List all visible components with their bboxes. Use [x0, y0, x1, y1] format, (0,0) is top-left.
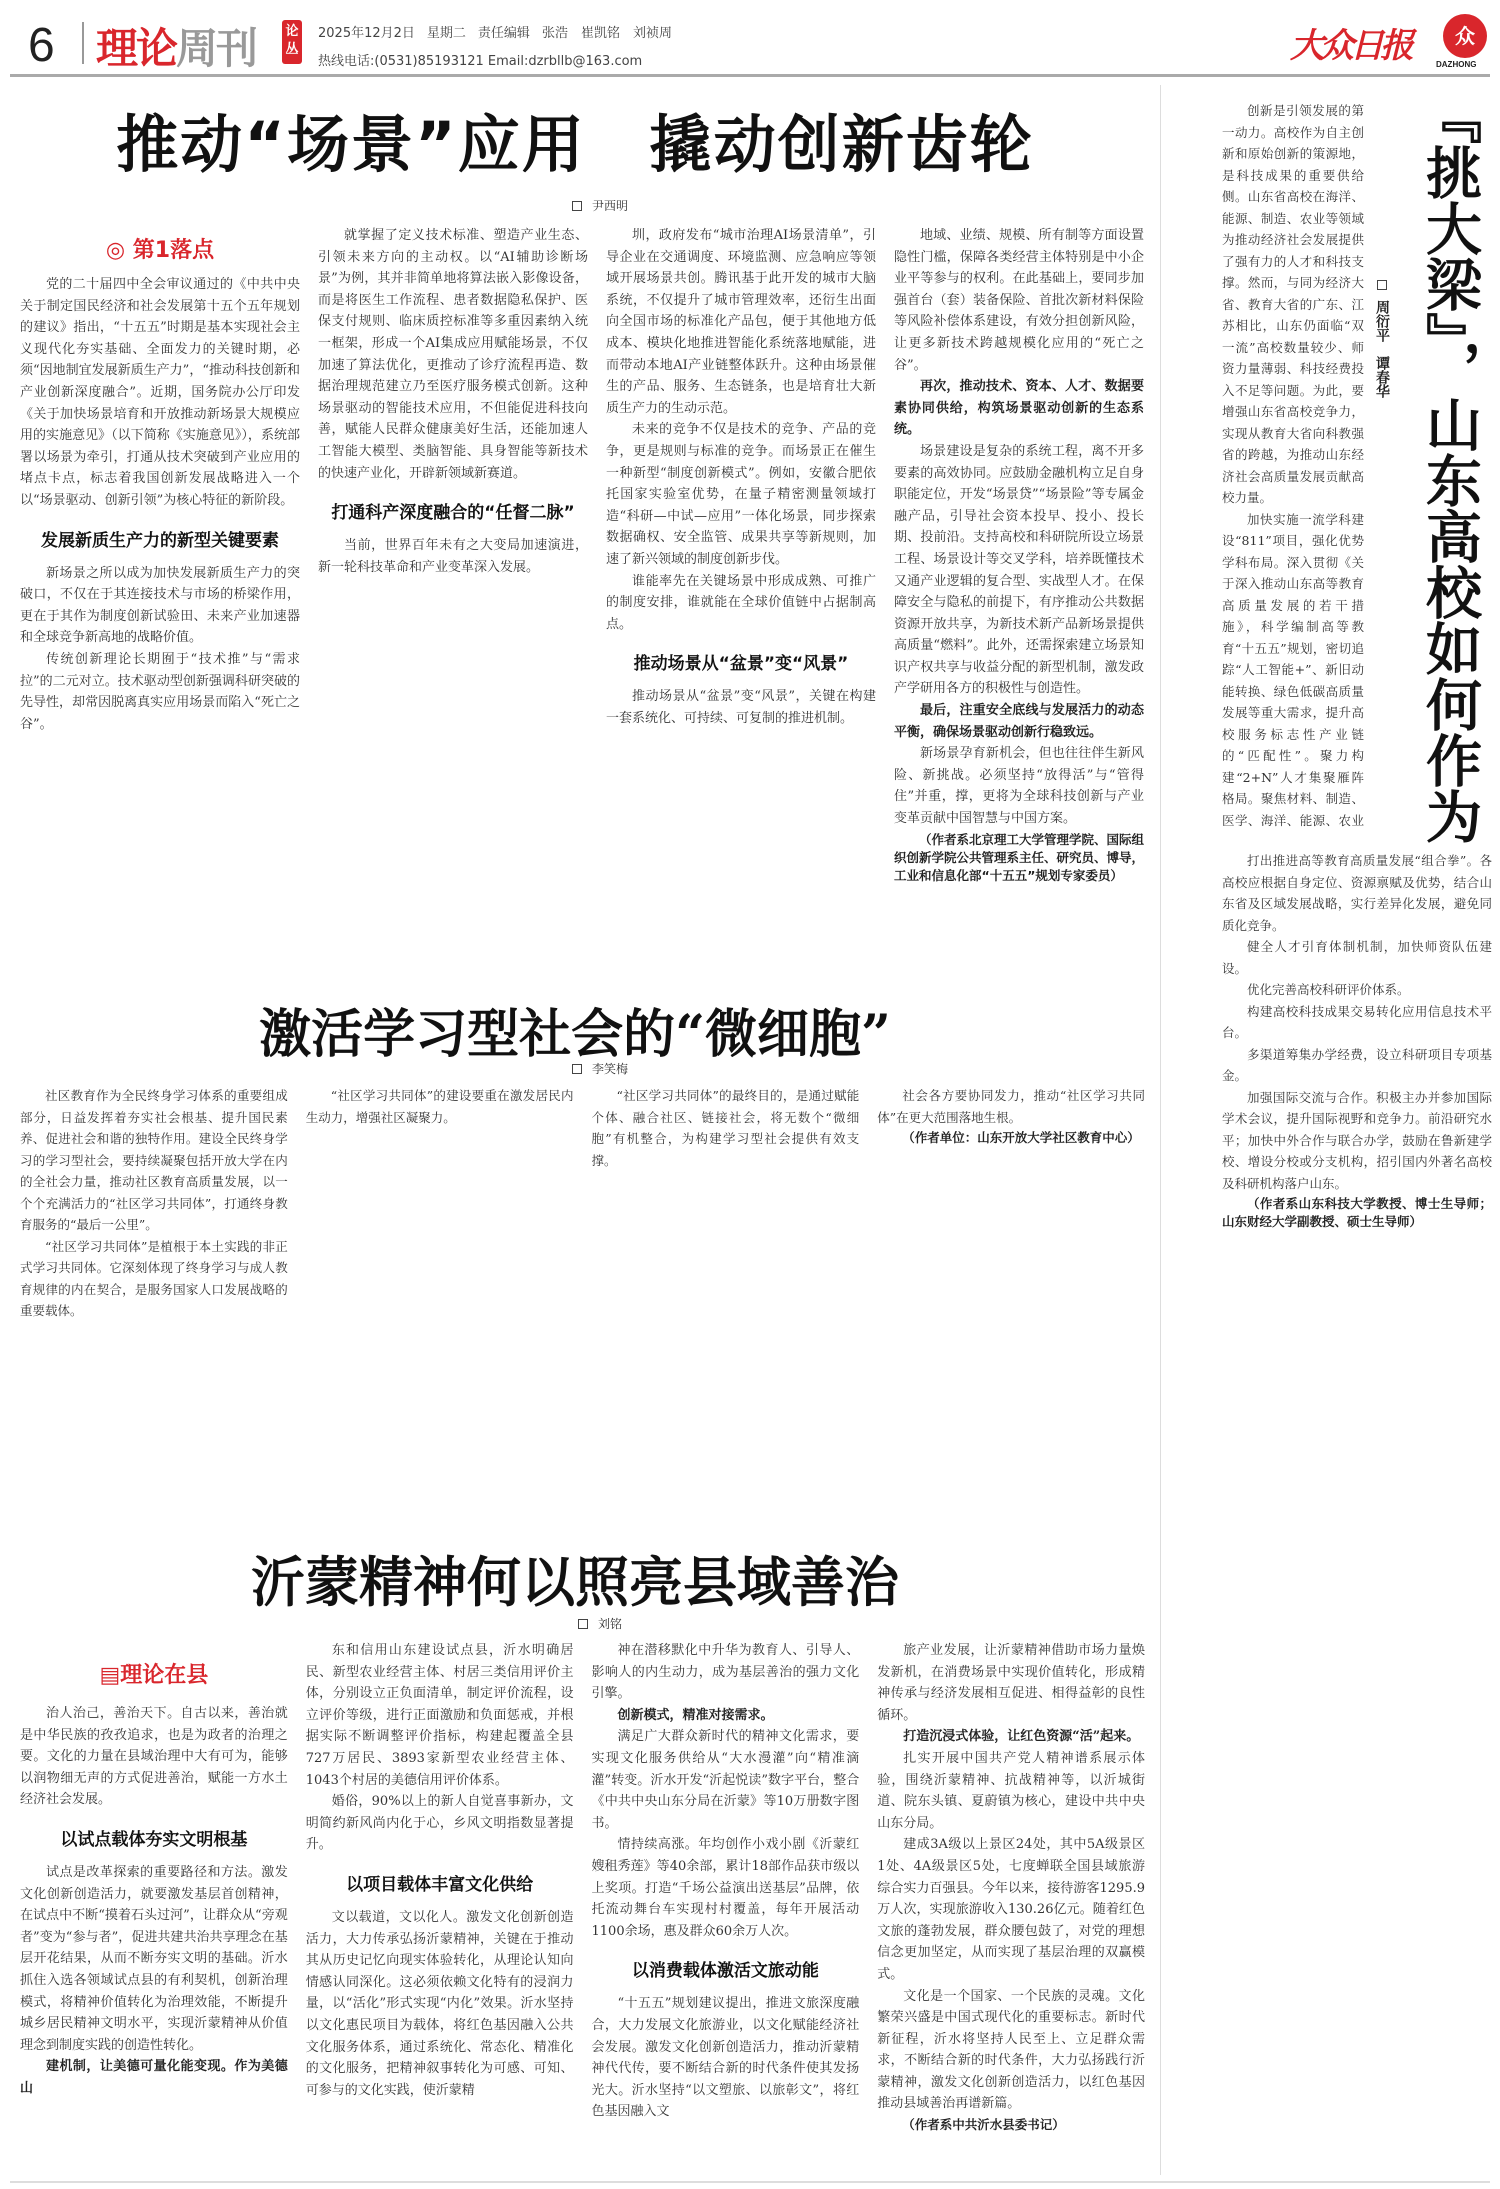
subheading: 打通科产深度融合的“任督二脉” [331, 503, 575, 524]
paragraph: “社区学习共同体”是植根于本土实践的非正式学习共同体。它深刻体现了终身学习与成人教育规律的内在契合，是服务国家人口发展战略的重要载体。 [20, 1238, 288, 1318]
paragraph: 建机制，让美德可量化能变现。作为美德山 [20, 2059, 288, 2096]
subheading: 以项目载体丰富文化供给 [346, 1874, 534, 1895]
paragraph: 健全人才引育体制机制，加快师资队伍建设。 [1222, 939, 1492, 976]
paragraph: 社会各方要协同发力，推动“社区学习共同体”在更大范围落地生根。 [877, 1088, 1145, 1125]
paragraph: 新场景之所以成为加快发展新质生产力的突破口，不仅在于其连接技术与市场的桥梁作用，更在于其作为制度创新试验田、未来产业加速器和全球竞争新高地的战略价值。 [20, 565, 300, 646]
header-divider [82, 22, 84, 64]
paragraph: 加强国际交流与合作。积极主办并参加国际学术会议，提升国际视野和竞争力。前沿研究水平；加快中外合作与联合办学，鼓励在鲁新建学校、增设分校或分支机构，招引国内外著名高校及科研机构落户山东。 [1222, 1089, 1492, 1191]
paragraph: 当前，世界百年未有之大变局加速演进，新一轮科技革命和产业变革深入发展。 [318, 538, 588, 575]
byline-box-icon [572, 201, 582, 211]
article2-column [877, 1085, 1145, 1495]
article1-column [20, 225, 300, 930]
paragraph: 传统创新理论长期囿于“技术推”与“需求拉”的二元对立。技术驱动型创新强调科研突破的先导性，却常因脱离真实应用场景而陷入“死亡之谷”。 [20, 651, 300, 732]
article4-byline [1372, 280, 1392, 398]
subheading: 推动场景从“盆景”变“风景” [633, 654, 849, 675]
author-credit: （作者系北京理工大学管理学院、国际组织创新学院公共管理系主任、研究员、博导，工业和信息化部“十五五”规划专家委员） [894, 831, 1144, 883]
article3-column [20, 1640, 288, 2175]
paragraph: 圳，政府发布“城市治理AI场景清单”，引导企业在交通调度、环境监测、应急响应等领域开展场景共创。腾讯基于此开发的城市大脑系统，不仅提升了城市管理效率，还衍生出面向全国市场的标准化产品包，便于其他地方低成本、模块化地推进智能化系统落地赋能，进而带动本地AI产业链整体跃升。这种由场景催生的产品、服务、生态链条，也是培育壮大新质生产力的生动示范。 [606, 228, 876, 416]
paragraph: 文化是一个国家、一个民族的灵魂。文化繁荣兴盛是中国式现代化的重要标志。新时代新征程，沂水将坚持人民至上、立足群众需求，不断结合新的时代条件，大力弘扬践行沂蒙精神，激发文化创新创造活力，以红色基因推动县域善治再谱新篇。 [877, 1988, 1145, 2112]
header-rule [10, 74, 1490, 77]
article2-title: 激活学习型社会的“微细胞” [259, 1004, 891, 1065]
paragraph: 就掌握了定义技术标准、塑造产业生态、引领未来方向的主动权。以“AI辅助诊断场景”为例，其并非简单地将算法嵌入影像设备，而是将医生工作流程、患者数据隐私保护、医保支付规则、临床质控标准等多重因素纳入统一框架，形成一个AI集成应用赋能场景，不仅加速了算法优化，更推动了诊疗流程再造、数据治理规范建立乃至医疗服务模式创新。这种场景驱动的智能技术应用，不但能促进科技向善，赋能人民群众健康美好生活，还能加速人工智能大模型、类脑智能、具身智能等新技术的快速产业化，开辟新领域新赛道。 [318, 228, 588, 481]
paragraph: 优化完善高校科研评价体系。 [1247, 982, 1410, 997]
paragraph: 文以载道，文以化人。激发文化创新创造活力，大力传承弘扬沂蒙精神，关键在于推动其从历史记忆向现实体验转化，从理论认知向情感认同深化。这必须依赖文化特有的浸润力量，以“活化”形式实现“内化”效果。沂水坚持以文化惠民项目为载体，将红色基因融入公共文化服务体系，通过系统化、常态化、精准化的文化服务，把精神叙事转化为可感、可知、可参与的文化实践，使沂蒙精 [305, 1909, 574, 2098]
paragraph: 创新是引领发展的第一动力。高校作为自主创新和原始创新的策源地，是科技成果的重要供给侧。山东省高校在海洋、能源、制造、农业等领域为推动经济社会发展提供了强有力的人才和科技支撑。然而，与同为经济大省、教育大省的广东、江苏相比，山东仍面临“双一流”高校数量较少、师资力量薄弱、科技经费投入不足等问题。为此，要增强山东省高校竞争力，实现从教育大省向科教强省的跨越，为推动山东经济社会高质量发展贡献高校力量。 [1222, 103, 1364, 505]
article3-section-tag [20, 1658, 288, 1689]
article3-column [877, 1640, 1145, 2175]
paragraph: 最后，注重安全底线与发展活力的动态平衡，确保场景驱动创新行稳致远。 [894, 703, 1144, 740]
paragraph: 旅产业发展，让沂蒙精神借助市场力量焕发新机，在消费场景中实现价值转化，形成精神传承与经济发展相互促进、相得益彰的良性循环。 [877, 1643, 1145, 1723]
paragraph: 满足广大群众新时代的精神文化需求，要实现文化服务供给从“大水漫灌”向“精准滴灌”转变。沂水开发“沂起悦读”数字平台，整合《中共中央山东分局在沂蒙》等10万册数字图书。 [591, 1729, 860, 1831]
paragraph: “社区学习共同体”的建设要重在激发居民内生动力，增强社区凝聚力。 [305, 1088, 574, 1125]
article1-section-tag-label: 第1落点 [132, 238, 215, 263]
byline-box-icon [1377, 280, 1387, 290]
article3-column [592, 1640, 860, 2175]
paragraph: 加快实施一流学科建设“811”项目，强化优势学科布局。深入贯彻《关于深入推动山东高等教育高质量发展的若干措施》，科学编制高等教育“十五五”规划，密切追踪“人工智能+”、新旧动能转换、绿色低碳高质量发展等重大需求，提升高校服务标志性产业链的“匹配性”。聚力构建“2+N”人才集聚雁阵格局。聚焦材料、制造、医学、海洋、能源、农业 [1222, 511, 1364, 828]
section-title [96, 16, 256, 76]
article1-section-tag [20, 233, 300, 264]
editor-label: 责任编辑 [477, 26, 530, 41]
paragraph: “十五五”规划建议提出，推进文旅深度融合，大力发展文化旅游业，以文化赋能经济社会发展。激发文化创新创造活力，推动沂蒙精神代代传，要不断结合新的时代条件使其发扬光大。沂水坚持“以文塑旅、以旅彰文”，将红色基因融入文 [591, 1996, 860, 2120]
newspaper-logo: 大众日报 [1290, 26, 1410, 66]
paragraph: 情持续高涨。年均创作小戏小剧《沂蒙红嫂租秀莲》等40余部，累计18部作品获市级以上奖项。打造“千场公益演出送基层”品牌，依托流动舞台车实现村村覆盖，每年开展活动1100余场，惠及群众60余万人次。 [591, 1837, 860, 1939]
article1-column [606, 225, 876, 930]
paragraph: 地域、业绩、规模、所有制等方面设置隐性门槛，保障各类经营主体特别是中小企业平等参与的权利。在此基础上，要同步加强首台（套）装备保险、首批次新材料保险等风险补偿体系建设，有效分担创新风险，让更多新技术跨越规模化应用的“死亡之谷”。 [894, 228, 1144, 373]
issue-date: 2025年12月2日 [318, 26, 415, 41]
notebook-icon: ▤ [99, 1663, 121, 1688]
footer-rule [10, 2181, 1490, 2183]
header-meta [318, 20, 684, 76]
paragraph: 党的二十届四中全会审议通过的《中共中央关于制定国民经济和社会发展第十五个五年规划的建议》指出，“十五五”时期是基本实现社会主义现代化夯实基础、全面发力的关键时期，必须“因地制宜发展新质生产力”，“推动科技创新和产业创新深度融合”。近期，国务院办公厅印发《关于加快场景培育和开放推动新场景大规模应用的实施意见》（以下简称《实施意见》），系统部署以场景为牵引，打通从技术突破到产业应用的堵点卡点，标志着我国创新发展战略进入一个以“场景驱动、创新引领”为核心特征的新阶段。 [20, 277, 300, 508]
paragraph: 东和信用山东建设试点县，沂水明确居民、新型农业经营主体、村居三类信用评价主体，分别设立正负面清单，制定评价流程，设立评价等级，进行正面激励和负面惩戒，并根据实际不断调整评价指标，构建起覆盖全县727万居民、3893家新型农业经营主体、1043个村居的美德信用评价体系。 [305, 1643, 574, 1788]
paragraph: “社区学习共同体”的最终目的，是通过赋能个体、融合社区、链接社会，将无数个“微细胞”有机整合，为构建学习型社会提供有效支撑。 [591, 1088, 860, 1168]
article1-title: 推动“场景”应用 撬动创新齿轮 [116, 108, 1034, 181]
section-title-red: 理论 [96, 24, 177, 73]
paragraph: 治人治己，善治天下。自古以来，善治就是中华民族的孜孜追求，也是为政者的治理之要。文化的力量在县域治理中大有可为，能够以润物细无声的方式促进善治，赋能一方水土经济社会发展。 [20, 1706, 288, 1808]
subheading: 以消费载体激活文旅动能 [631, 1961, 819, 1982]
article2-byline [300, 1060, 900, 1077]
paragraph: 试点是改革探索的重要路径和方法。激发文化创新创造活力，就要激发基层首创精神，在试点中不断“摸着石头过河”，让群众从“旁观者”变为“参与者”，促进共建共治共享理念在基层开花结果，从而不断夯实文明的基础。沂水抓住入选各领域试点县的有利契机，创新治理模式，将精神价值转化为治理效能，不断提升城乡居民精神文明水平，实现沂蒙精神从价值理念到制度实践的创造性转化。 [20, 1864, 288, 2053]
subheading: 以试点载体夯实文明根基 [60, 1829, 248, 1850]
section-tag: 论丛 [282, 20, 302, 64]
paragraph: 扎实开展中国共产党人精神谱系展示体验，围绕沂蒙精神、抗战精神等，以沂城街道、院东头镇、夏蔚镇为核心，建设中共中央山东分局。 [877, 1750, 1145, 1831]
paragraph: 谁能率先在关键场景中形成成熟、可推广的制度安排，谁就能在全球价值链中占据制高点。 [606, 573, 876, 632]
paragraph: 新场景孕育新机会，但也往往伴生新风险、新挑战。必须坚持“放得活”与“管得住”并重，撑，更将为全球科技创新与产业变革贡献中国智慧与中国方案。 [894, 746, 1144, 827]
paragraph: 打造沉浸式体验，让红色资源“活”起来。 [903, 1729, 1140, 1745]
paragraph: 未来的竞争不仅是技术的竞争、产品的竞争，更是规则与标准的竞争。而场景正在催生一种新型“制度创新模式”。例如，安徽合肥依托国家实验室优势，在量子精密测量领域打造“科研—中试—应用”一体化场景，同步探索数据确权、安全监管、成果共享等新规则，加速了新兴领域的制度创新步伐。 [606, 422, 876, 567]
paragraph: 场景建设是复杂的系统工程，离不开多要素的高效协同。应鼓励金融机构立足自身职能定位，开发“场景贷”“场景险”等专属金融产品，引导社会资本投早、投小、投长期、投前沿。支持高校和科研院所设立场景工程、场景设计等交叉学科，培养既懂技术又通产业逻辑的复合型、实战型人才。在保障安全与隐私的前提下，有序推动公共数据资源开放共享，为新技术新产品新场景提供高质量“燃料”。此外，还需探索建立场景知识产权共享与收益分配的新型机制，激发政产学研用各方的积极性与创造性。 [894, 443, 1144, 697]
hotline: 热线电话:(0531)85193121 Email:dzrbllb@163.com [318, 54, 643, 69]
author-credit: （作者系山东科技大学教授、博士生导师；山东财经大学副教授、硕士生导师） [1222, 1196, 1492, 1229]
article3-section-tag-label: 理论在县 [120, 1663, 209, 1688]
logo-mark-icon: 众 [1443, 14, 1487, 58]
byline-box-icon [572, 1064, 582, 1074]
paragraph: 建成3A级以上景区24处，其中5A级景区1处、4A级景区5处，七度蝉联全国县域旅游综合实力百强县。今年以来，接待游客1295.9万人次，实现旅游收入130.26亿元。随着红色文旅的蓬勃发展，群众腰包鼓了，对党的理想信念更加坚定，从而实现了基层治理的双赢模式。 [877, 1837, 1145, 1982]
article2-body [20, 1085, 1145, 1495]
article2-column [20, 1085, 288, 1495]
paragraph: 创新模式，精准对接需求。 [617, 1707, 774, 1723]
paragraph: 婚俗，90%以上的新人自觉喜事新办，文明简约新风尚内化于心，乡风文明指数显著提升。 [305, 1794, 574, 1853]
author-credit: （作者单位：山东开放大学社区教育中心） [902, 1130, 1140, 1145]
article2-column [306, 1085, 574, 1495]
article1-column [318, 225, 588, 930]
article1-column [894, 225, 1144, 930]
issue-weekday: 星期二 [426, 26, 466, 41]
article1-author: 尹西明 [591, 199, 628, 213]
article3-body [20, 1640, 1145, 2175]
paragraph: 构建高校科技成果交易转化应用信息技术平台。 [1222, 1003, 1492, 1040]
article1-byline [300, 197, 900, 214]
paragraph: 推动场景从“盆景”变“风景”，关键在构建一套系统化、可持续、可复制的推进机制。 [606, 689, 876, 726]
article3-title: 沂蒙精神何以照亮县域善治 [251, 1551, 899, 1614]
column-divider [1160, 85, 1161, 2175]
author-credit: （作者系中共沂水县委书记） [902, 2117, 1065, 2133]
target-icon: ◎ [105, 238, 133, 263]
paragraph: 多渠道筹集办学经费，设立科研项目专项基金。 [1222, 1046, 1492, 1083]
article4-authors: 周衍平 谭春华 [1374, 300, 1390, 398]
paragraph: 社区教育作为全民终身学习体系的重要组成部分，日益发挥着夯实社会根基、提升国民素养、促进社会和谐的独特作用。建设全民终身学习的学习型社会，要持续凝聚包括开放大学在内的全社会力量，推动社区教育高质量发展，以一个个充满活力的“社区学习共同体”，打通终身教育服务的“最后一公里”。 [20, 1088, 288, 1232]
article4-title: 『挑大梁』，山东高校如何作为 [1417, 88, 1482, 844]
section-title-gray: 周刊 [176, 24, 257, 73]
article4-intro [1222, 100, 1364, 830]
article3-column [306, 1640, 574, 2175]
paragraph: 神在潜移默化中升华为教育人、引导人、影响人的内生动力，成为基层善治的强力文化引擎。 [591, 1643, 860, 1702]
page-number: 6 [28, 19, 55, 72]
byline-box-icon [578, 1619, 588, 1629]
article1-body [20, 225, 1145, 930]
logo-subtitle: DAZHONG [1436, 60, 1477, 69]
article2-author: 李笑梅 [591, 1062, 628, 1076]
editors: 张浩 崔凯铭 刘祯周 [541, 26, 672, 41]
article3-author: 刘铭 [597, 1617, 622, 1631]
article4-body [1222, 850, 1492, 2175]
article3-byline [300, 1615, 900, 1632]
subheading: 发展新质生产力的新型关键要素 [41, 530, 279, 551]
paragraph: 打出推进高等教育高质量发展“组合拳”。各高校应根据自身定位、资源禀赋及优势，结合山东省及区域发展战略，实行差异化发展，避免同质化竞争。 [1222, 853, 1492, 933]
article2-column [592, 1085, 860, 1495]
paragraph: 再次，推动技术、资本、人才、数据要素协同供给，构筑场景驱动创新的生态系统。 [894, 379, 1144, 438]
